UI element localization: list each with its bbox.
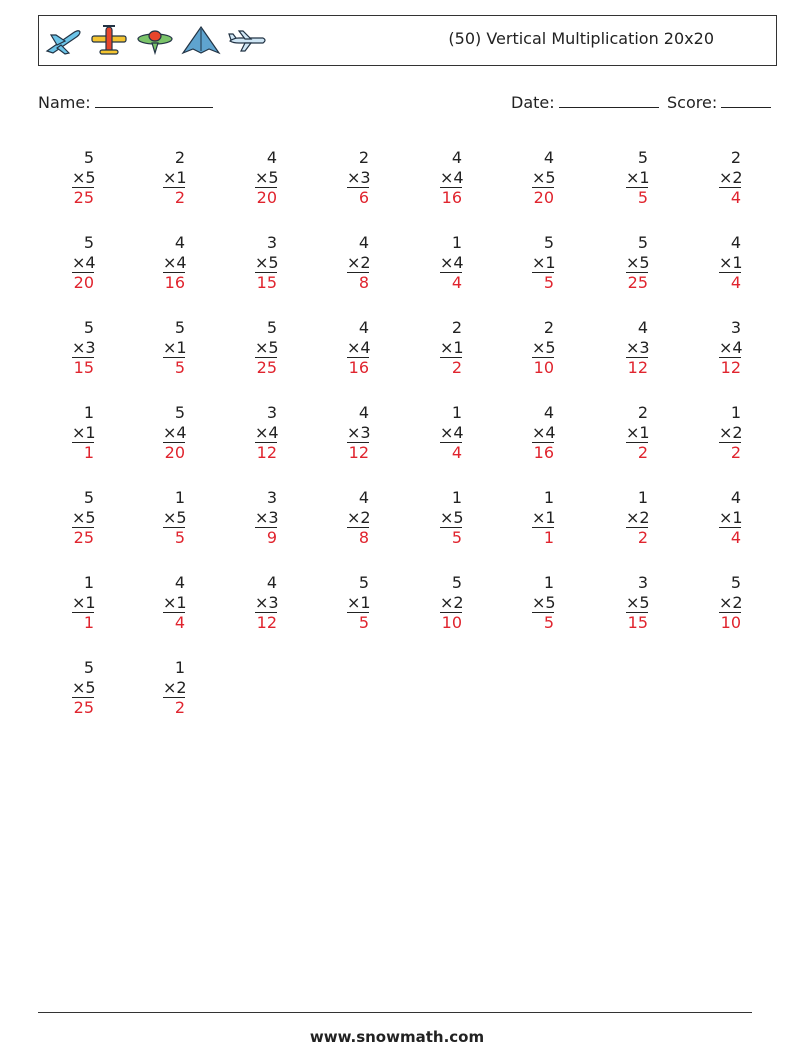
multiplicand: 1 — [543, 573, 554, 592]
problem-27 — [237, 403, 277, 463]
answer: 20 — [164, 443, 185, 462]
multiplier: ×3 — [255, 592, 279, 612]
answer: 5 — [174, 528, 185, 547]
multiplicand: 4 — [174, 233, 185, 252]
problem-8 — [701, 148, 741, 208]
multiplicand: 3 — [266, 403, 277, 422]
answer: 12 — [256, 613, 277, 632]
multiplicand: 5 — [174, 403, 185, 422]
problem-30 — [514, 403, 554, 463]
multiplier: ×5 — [72, 507, 96, 527]
multiplier: ×1 — [626, 422, 650, 442]
multiplicand: 3 — [730, 318, 741, 337]
multiplicand: 4 — [543, 148, 554, 167]
answer: 5 — [637, 188, 648, 207]
problem-38 — [514, 488, 554, 548]
multiplicand: 5 — [83, 233, 94, 252]
multiplier: ×2 — [347, 252, 371, 272]
answer: 9 — [266, 528, 277, 547]
multiplier: ×5 — [532, 592, 556, 612]
multiplicand: 3 — [266, 233, 277, 252]
answer: 2 — [174, 698, 185, 717]
score-blank — [721, 93, 771, 108]
problem-4 — [329, 148, 369, 208]
multiplier: ×1 — [532, 252, 556, 272]
multiplier: ×4 — [72, 252, 96, 272]
multiplicand: 1 — [451, 488, 462, 507]
answer: 4 — [451, 273, 462, 292]
multiplicand: 4 — [543, 403, 554, 422]
multiplicand: 5 — [637, 148, 648, 167]
problem-25 — [54, 403, 94, 463]
multiplicand: 5 — [637, 233, 648, 252]
problem-41 — [54, 573, 94, 633]
problem-3 — [237, 148, 277, 208]
multiplicand: 5 — [451, 573, 462, 592]
multiplier: ×1 — [163, 167, 187, 187]
score-label: Score: — [667, 93, 718, 112]
answer: 16 — [164, 273, 185, 292]
multiplicand: 1 — [451, 403, 462, 422]
propeller-plane-icon — [89, 23, 129, 59]
multiplier: ×1 — [72, 592, 96, 612]
answer: 4 — [451, 443, 462, 462]
stealth-plane-icon — [181, 23, 221, 59]
answer: 25 — [256, 358, 277, 377]
multiplier: ×1 — [626, 167, 650, 187]
footer-divider — [38, 1012, 752, 1013]
problem-22 — [514, 318, 554, 378]
problem-14 — [514, 233, 554, 293]
multiplicand: 5 — [83, 488, 94, 507]
multiplicand: 4 — [637, 318, 648, 337]
problem-45 — [422, 573, 462, 633]
multiplier: ×5 — [72, 167, 96, 187]
answer: 12 — [348, 443, 369, 462]
multiplier: ×5 — [532, 337, 556, 357]
multiplier: ×4 — [347, 337, 371, 357]
score-field — [667, 93, 771, 112]
problem-20 — [329, 318, 369, 378]
problem-42 — [145, 573, 185, 633]
multiplicand: 1 — [174, 488, 185, 507]
multiplier: ×1 — [719, 252, 743, 272]
jet-plane-icon — [43, 23, 83, 59]
multiplier: ×1 — [72, 422, 96, 442]
answer: 10 — [441, 613, 462, 632]
answer: 12 — [256, 443, 277, 462]
problem-31 — [608, 403, 648, 463]
problem-26 — [145, 403, 185, 463]
answer: 8 — [358, 528, 369, 547]
problem-7 — [608, 148, 648, 208]
multiplier: ×5 — [626, 252, 650, 272]
answer: 4 — [730, 273, 741, 292]
multiplicand: 5 — [174, 318, 185, 337]
multiplicand: 5 — [83, 148, 94, 167]
answer: 25 — [627, 273, 648, 292]
multiplier: ×4 — [532, 422, 556, 442]
answer: 4 — [174, 613, 185, 632]
multiplicand: 2 — [730, 148, 741, 167]
multiplier: ×5 — [72, 677, 96, 697]
multiplicand: 2 — [174, 148, 185, 167]
multiplier: ×2 — [626, 507, 650, 527]
airliner-icon — [227, 23, 267, 59]
name-label: Name: — [38, 93, 91, 112]
small-plane-icon — [135, 23, 175, 59]
answer: 5 — [174, 358, 185, 377]
problem-23 — [608, 318, 648, 378]
problem-19 — [237, 318, 277, 378]
problem-43 — [237, 573, 277, 633]
answer: 5 — [451, 528, 462, 547]
multiplicand: 5 — [730, 573, 741, 592]
multiplier: ×4 — [719, 337, 743, 357]
multiplier: ×4 — [440, 167, 464, 187]
multiplier: ×2 — [440, 592, 464, 612]
answer: 12 — [627, 358, 648, 377]
multiplier: ×2 — [163, 677, 187, 697]
answer: 16 — [533, 443, 554, 462]
answer: 20 — [73, 273, 94, 292]
multiplicand: 5 — [266, 318, 277, 337]
problem-18 — [145, 318, 185, 378]
multiplier: ×2 — [719, 422, 743, 442]
answer: 2 — [637, 443, 648, 462]
plane-icons — [43, 23, 267, 59]
multiplier: ×3 — [347, 167, 371, 187]
multiplicand: 4 — [730, 233, 741, 252]
multiplier: ×5 — [532, 167, 556, 187]
multiplicand: 4 — [730, 488, 741, 507]
answer: 16 — [348, 358, 369, 377]
answer: 4 — [730, 528, 741, 547]
problem-17 — [54, 318, 94, 378]
multiplicand: 1 — [83, 403, 94, 422]
problem-12 — [329, 233, 369, 293]
multiplier: ×5 — [163, 507, 187, 527]
multiplicand: 2 — [543, 318, 554, 337]
problem-39 — [608, 488, 648, 548]
multiplier: ×3 — [347, 422, 371, 442]
multiplier: ×2 — [347, 507, 371, 527]
answer: 5 — [543, 273, 554, 292]
multiplicand: 1 — [543, 488, 554, 507]
problem-48 — [701, 573, 741, 633]
answer: 8 — [358, 273, 369, 292]
answer: 10 — [720, 613, 741, 632]
answer: 1 — [83, 443, 94, 462]
problem-28 — [329, 403, 369, 463]
name-field — [38, 93, 213, 112]
multiplicand: 5 — [83, 318, 94, 337]
problem-37 — [422, 488, 462, 548]
multiplicand: 4 — [174, 573, 185, 592]
problem-34 — [145, 488, 185, 548]
multiplier: ×4 — [163, 422, 187, 442]
multiplicand: 2 — [451, 318, 462, 337]
multiplicand: 4 — [358, 403, 369, 422]
multiplicand: 1 — [451, 233, 462, 252]
answer: 25 — [73, 528, 94, 547]
answer: 25 — [73, 188, 94, 207]
problem-49 — [54, 658, 94, 718]
answer: 2 — [637, 528, 648, 547]
multiplier: ×2 — [719, 592, 743, 612]
answer: 6 — [358, 188, 369, 207]
problem-32 — [701, 403, 741, 463]
multiplier: ×1 — [163, 337, 187, 357]
answer: 5 — [543, 613, 554, 632]
multiplier: ×4 — [440, 252, 464, 272]
multiplier: ×1 — [347, 592, 371, 612]
multiplicand: 1 — [83, 573, 94, 592]
multiplicand: 5 — [358, 573, 369, 592]
multiplier: ×4 — [163, 252, 187, 272]
problem-16 — [701, 233, 741, 293]
multiplicand: 4 — [358, 318, 369, 337]
multiplicand: 4 — [266, 148, 277, 167]
multiplier: ×3 — [72, 337, 96, 357]
problem-46 — [514, 573, 554, 633]
problem-21 — [422, 318, 462, 378]
multiplier: ×5 — [626, 592, 650, 612]
problem-36 — [329, 488, 369, 548]
problem-47 — [608, 573, 648, 633]
answer: 4 — [730, 188, 741, 207]
multiplicand: 5 — [83, 658, 94, 677]
problem-40 — [701, 488, 741, 548]
date-field — [511, 93, 659, 112]
answer: 1 — [543, 528, 554, 547]
problem-6 — [514, 148, 554, 208]
problem-33 — [54, 488, 94, 548]
multiplier: ×2 — [719, 167, 743, 187]
answer: 16 — [441, 188, 462, 207]
multiplicand: 4 — [358, 488, 369, 507]
multiplier: ×4 — [440, 422, 464, 442]
multiplier: ×1 — [163, 592, 187, 612]
answer: 2 — [730, 443, 741, 462]
answer: 2 — [451, 358, 462, 377]
multiplier: ×4 — [255, 422, 279, 442]
answer: 15 — [627, 613, 648, 632]
answer: 1 — [83, 613, 94, 632]
multiplier: ×3 — [626, 337, 650, 357]
answer: 2 — [174, 188, 185, 207]
worksheet-title: (50) Vertical Multiplication 20x20 — [448, 29, 714, 48]
multiplicand: 5 — [543, 233, 554, 252]
answer: 12 — [720, 358, 741, 377]
multiplier: ×1 — [440, 337, 464, 357]
answer: 25 — [73, 698, 94, 717]
problem-15 — [608, 233, 648, 293]
multiplier: ×1 — [532, 507, 556, 527]
multiplier: ×5 — [255, 167, 279, 187]
footer-site: www.snowmath.com — [309, 1028, 485, 1046]
answer: 20 — [533, 188, 554, 207]
multiplier: ×5 — [255, 337, 279, 357]
answer: 15 — [256, 273, 277, 292]
problem-9 — [54, 233, 94, 293]
problem-2 — [145, 148, 185, 208]
answer: 20 — [256, 188, 277, 207]
multiplicand: 3 — [266, 488, 277, 507]
multiplicand: 3 — [637, 573, 648, 592]
date-label: Date: — [511, 93, 555, 112]
multiplicand: 2 — [637, 403, 648, 422]
multiplier: ×5 — [255, 252, 279, 272]
header-box — [38, 15, 777, 66]
answer: 10 — [533, 358, 554, 377]
multiplier: ×3 — [255, 507, 279, 527]
answer: 5 — [358, 613, 369, 632]
date-blank — [559, 93, 659, 108]
multiplicand: 1 — [174, 658, 185, 677]
multiplier: ×1 — [719, 507, 743, 527]
multiplicand: 2 — [358, 148, 369, 167]
problem-13 — [422, 233, 462, 293]
multiplicand: 4 — [358, 233, 369, 252]
problem-44 — [329, 573, 369, 633]
multiplicand: 4 — [451, 148, 462, 167]
problem-5 — [422, 148, 462, 208]
name-blank — [95, 93, 213, 108]
problem-35 — [237, 488, 277, 548]
problem-1 — [54, 148, 94, 208]
multiplicand: 1 — [637, 488, 648, 507]
multiplier: ×5 — [440, 507, 464, 527]
multiplicand: 4 — [266, 573, 277, 592]
multiplicand: 1 — [730, 403, 741, 422]
problem-10 — [145, 233, 185, 293]
problem-50 — [145, 658, 185, 718]
problem-29 — [422, 403, 462, 463]
problem-24 — [701, 318, 741, 378]
answer: 15 — [73, 358, 94, 377]
problem-11 — [237, 233, 277, 293]
